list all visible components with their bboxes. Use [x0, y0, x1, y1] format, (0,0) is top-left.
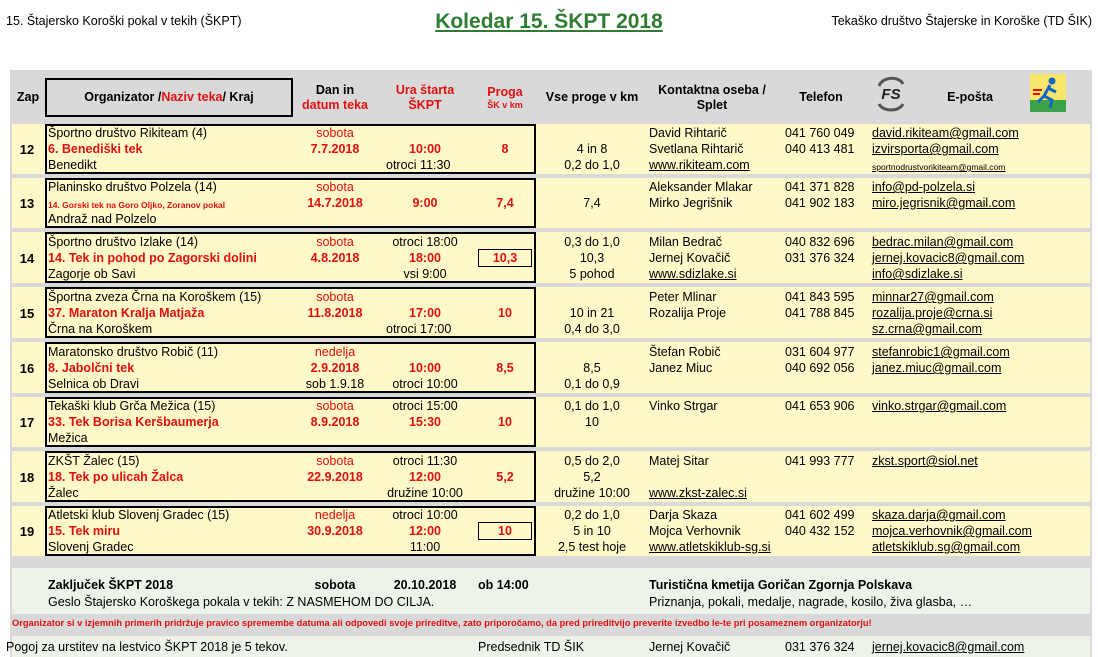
email-link[interactable]: david.rikiteam@gmail.com — [872, 126, 1019, 140]
organizer-name: Športno društvo Izlake (14) — [48, 235, 199, 249]
all-courses: 0,2 do 1,0 — [564, 508, 620, 522]
event-date: 11.8.2018 — [307, 306, 363, 320]
event-day: sobota — [316, 454, 354, 468]
svg-text:FS: FS — [881, 86, 901, 103]
closing-awards: Priznanja, pokali, medalje, nagrade, kosilo, živa glasba, … — [649, 595, 973, 609]
organizer-note: Organizator si v izjemnih primerih pridržuje pravico spremembe datuma ali odpovedi svoje prireditve, zato priporočamo, da pred prireditvijo preverite izvedbo le-te pri posameznem organizatorju! — [12, 618, 872, 628]
start-time-family: družine 10:00 — [387, 486, 463, 500]
email-link[interactable]: zkst.sport@siol.net — [872, 454, 978, 468]
row-number: 19 — [19, 524, 35, 539]
start-time: 12:00 — [409, 470, 441, 484]
contact-person: Matej Sitar — [649, 454, 709, 468]
col-date: Dan in datum teka — [302, 83, 368, 112]
email-link[interactable]: skaza.darja@gmail.com — [872, 508, 1006, 522]
website-link[interactable]: www.rikiteam.com — [649, 158, 750, 172]
contact-person: David Rihtarič — [649, 126, 727, 140]
organizer-name: Športno društvo Rikiteam (4) — [48, 126, 208, 140]
closing-title: Zaključek ŠKPT 2018 — [48, 578, 174, 592]
event-place: Andraž nad Polzelo — [48, 212, 157, 226]
organizer-name: Planinsko društvo Polzela (14) — [48, 180, 217, 194]
event-day: sobota — [316, 235, 354, 249]
event-day: nedelja — [314, 508, 356, 522]
phone: 041 788 845 — [785, 306, 855, 320]
email-link[interactable]: bedrac.milan@gmail.com — [872, 235, 1014, 249]
col-phone: Telefon — [799, 90, 843, 105]
contact-person: Vinko Strgar — [649, 399, 718, 413]
phone: 041 760 049 — [785, 126, 855, 140]
runner-logo-icon — [1028, 72, 1068, 114]
phone: 041 602 499 — [785, 508, 855, 522]
course-km: 10 — [498, 415, 512, 429]
event-place: Benedikt — [48, 158, 97, 172]
phone: 041 371 828 — [785, 180, 855, 194]
closing-venue: Turistična kmetija Goričan Zgornja Polskava — [649, 578, 913, 592]
event-name: 33. Tek Borisa Keršbaumerja — [48, 415, 219, 429]
phone: 040 432 152 — [785, 524, 855, 538]
phone: 040 832 696 — [785, 235, 855, 249]
course-km: 10 — [498, 524, 512, 538]
start-time: 10:00 — [409, 142, 441, 156]
row-number: 12 — [19, 142, 35, 157]
start-time-walk: 11:00 — [409, 540, 441, 554]
email-link[interactable]: janez.miuc@gmail.com — [872, 361, 1002, 375]
all-courses: 7,4 — [583, 196, 601, 210]
start-time: 15:30 — [409, 415, 441, 429]
event-date: 4.8.2018 — [310, 251, 360, 265]
event-day: sobota — [316, 399, 354, 413]
col-course: Proga ŠK v km — [487, 85, 523, 110]
all-courses: 0,2 do 1,0 — [564, 158, 620, 172]
email-link[interactable]: sportnodrustvorikiteam@gmail.com — [872, 162, 1006, 172]
email-link[interactable]: sz.crna@gmail.com — [872, 322, 982, 336]
all-courses: 8,5 — [583, 361, 601, 375]
organizer-name: Športna zveza Črna na Koroškem (15) — [48, 290, 262, 304]
contact-person: Rozalija Proje — [649, 306, 727, 320]
event-name: 18. Tek po ulicah Žalca — [48, 470, 184, 484]
phone: 031 604 977 — [785, 345, 855, 359]
closing-motto: Geslo Štajersko Koroškega pokala v tekih: Z NASMEHOM DO CILJA. — [48, 595, 435, 609]
event-place: Črna na Koroškem — [48, 322, 153, 336]
event-name: 14. Gorski tek na Goro Oljko, Zoranov pokal — [48, 200, 226, 210]
closing-day: sobota — [314, 578, 356, 592]
contact-person: Janez Miuc — [649, 361, 713, 375]
all-courses: 10 in 21 — [569, 306, 615, 320]
event-day: sobota — [316, 180, 354, 194]
event-date: 2.9.2018 — [310, 361, 360, 375]
contact-person: Mojca Verhovnik — [649, 524, 741, 538]
all-courses: 5,2 — [583, 470, 601, 484]
phone: 041 993 777 — [785, 454, 855, 468]
course-km: 7,4 — [496, 196, 514, 210]
closing-date: 20.10.2018 — [393, 578, 457, 592]
start-time-kids: otroci 10:00 — [392, 508, 458, 522]
all-courses: 10,3 — [579, 251, 605, 265]
all-courses: družine 10:00 — [554, 486, 630, 500]
row-number: 15 — [19, 306, 35, 321]
all-courses: 0,5 do 2,0 — [564, 454, 620, 468]
event-day: sobota — [316, 290, 354, 304]
phone: 041 902 183 — [785, 196, 855, 210]
event-place: Žalec — [48, 486, 79, 500]
email-link[interactable]: info@pd-polzela.si — [872, 180, 976, 194]
start-time: 18:00 — [409, 251, 441, 265]
contact-person: Mirko Jegrišnik — [649, 196, 733, 210]
contact-person: Jernej Kovačič — [649, 251, 731, 265]
col-all-courses: Vse proge v km — [545, 90, 639, 105]
event-place: Mežica — [48, 431, 88, 445]
event-place: Selnica ob Dravi — [48, 377, 140, 391]
event-date: 7.7.2018 — [310, 142, 360, 156]
website-link[interactable]: www.atletskiklub-sg.si — [649, 540, 771, 554]
row-number: 18 — [19, 470, 35, 485]
event-date: 22.9.2018 — [307, 470, 363, 484]
all-courses: 5 pohod — [569, 267, 615, 281]
president-email-link[interactable]: jernej.kovacic8@gmail.com — [872, 640, 1025, 654]
event-day: sobota — [316, 126, 354, 140]
all-courses: 4 in 8 — [576, 142, 608, 156]
email-link[interactable]: minnar27@gmail.com — [872, 290, 994, 304]
start-time: 9:00 — [412, 196, 438, 210]
president-name: Jernej Kovačič — [649, 640, 731, 654]
course-km: 10 — [498, 306, 512, 320]
event-name: 6. Benediški tek — [48, 142, 143, 156]
start-time-kids: otroci 15:00 — [392, 399, 458, 413]
event-name: 37. Maraton Kralja Matjaža — [48, 306, 205, 320]
organizer-name: ZKŠT Žalec (15) — [48, 454, 140, 468]
phone: 041 843 595 — [785, 290, 855, 304]
col-start: Ura štarta ŠKPT — [395, 83, 455, 112]
website-link[interactable]: www.sdizlake.si — [649, 267, 737, 281]
president-phone: 031 376 324 — [785, 640, 855, 654]
organizer-name: Atletski klub Slovenj Gradec (15) — [48, 508, 230, 522]
course-km: 8 — [501, 142, 509, 156]
course-km: 8,5 — [496, 361, 514, 375]
phone: 031 376 324 — [785, 251, 855, 265]
website-link[interactable]: www.zkst-zalec.si — [649, 486, 747, 500]
event-name: 14. Tek in pohod po Zagorski dolini — [48, 251, 257, 265]
email-link[interactable]: vinko.strgar@gmail.com — [872, 399, 1007, 413]
col-zap: Zap — [16, 90, 40, 105]
president-label: Predsednik TD ŠIK — [478, 640, 585, 654]
event-date: 8.9.2018 — [310, 415, 360, 429]
event-place: Slovenj Gradec — [48, 540, 134, 554]
email-link[interactable]: izvirsporta@gmail.com — [872, 142, 999, 156]
start-time: 10:00 — [409, 361, 441, 375]
all-courses: 10 — [585, 415, 599, 429]
all-courses: 2,5 test hoje — [557, 540, 627, 554]
contact-person: Svetlana Rihtarič — [649, 142, 744, 156]
contact-person: Milan Bedrač — [649, 235, 722, 249]
course-km: 10,3 — [492, 251, 518, 265]
page-title: Koledar 15. ŠKPT 2018 — [435, 10, 663, 33]
event-place: Zagorje ob Savi — [48, 267, 136, 281]
event-day: nedelja — [314, 345, 356, 359]
closing-time: ob 14:00 — [478, 578, 529, 592]
all-courses: 0,1 do 1,0 — [564, 399, 620, 413]
start-time: 12:00 — [409, 524, 441, 538]
event-date-alt: sob 1.9.18 — [305, 377, 365, 391]
organizer-name: Maratonsko društvo Robič (11) — [48, 345, 218, 359]
event-date: 14.7.2018 — [307, 196, 363, 210]
email-link[interactable]: mojca.verhovnik@gmail.com — [872, 524, 1032, 538]
start-time-kids: otroci 18:00 — [392, 235, 458, 249]
col-contact: Kontaktna oseba / Splet — [658, 83, 766, 112]
all-courses: 5 in 10 — [573, 524, 611, 538]
all-courses: 0,1 do 0,9 — [564, 377, 620, 391]
event-name: 15. Tek miru — [48, 524, 121, 538]
ranking-condition: Pogoj za urstitev na lestvico ŠKPT 2018 je 5 tekov. — [6, 640, 288, 654]
email-link[interactable]: info@sdizlake.si — [872, 267, 963, 281]
col-organizer: Organizator / Naziv teka / Kraj — [84, 90, 254, 105]
event-name: 8. Jabolčni tek — [48, 361, 135, 375]
col-email: E-pošta — [947, 90, 993, 105]
phone: 040 413 481 — [785, 142, 855, 156]
start-time-kids: otroci 10:00 — [392, 377, 458, 391]
header-right: Tekaško društvo Štajerske in Koroške (TD ŠIK) — [831, 14, 1092, 28]
row-number: 14 — [19, 251, 35, 266]
phone: 041 653 906 — [785, 399, 855, 413]
start-time: 17:00 — [409, 306, 441, 320]
row-number: 16 — [19, 361, 35, 376]
event-date: 30.9.2018 — [307, 524, 363, 538]
contact-person: Peter Mlinar — [649, 290, 717, 304]
phone: 040 692 056 — [785, 361, 855, 375]
email-link[interactable]: miro.jegrisnik@gmail.com — [872, 196, 1016, 210]
start-time-walk: vsi 9:00 — [403, 267, 447, 281]
fs-logo — [871, 72, 911, 116]
email-link[interactable]: rozalija.proje@crna.si — [872, 306, 993, 320]
header-left: 15. Štajersko Koroški pokal v tekih (ŠKPT) — [6, 14, 242, 28]
email-link[interactable]: atletskiklub.sg@gmail.com — [872, 540, 1021, 554]
contact-person: Štefan Robič — [649, 345, 721, 359]
all-courses: 0,3 do 1,0 — [564, 235, 620, 249]
contact-person: Darja Skaza — [649, 508, 718, 522]
course-km: 5,2 — [496, 470, 514, 484]
row-number: 17 — [19, 415, 35, 430]
row-number: 13 — [19, 196, 35, 211]
organizer-name: Tekaški klub Grča Mežica (15) — [48, 399, 216, 413]
start-time-kids: otroci 11:30 — [392, 454, 458, 468]
contact-person: Aleksander Mlakar — [649, 180, 753, 194]
start-time-kids: otroci 11:30 — [386, 158, 451, 172]
all-courses: 0,4 do 3,0 — [564, 322, 620, 336]
email-link[interactable]: stefanrobic1@gmail.com — [872, 345, 1010, 359]
email-link[interactable]: jernej.kovacic8@gmail.com — [872, 251, 1025, 265]
start-time-kids: otroci 17:00 — [386, 322, 452, 336]
